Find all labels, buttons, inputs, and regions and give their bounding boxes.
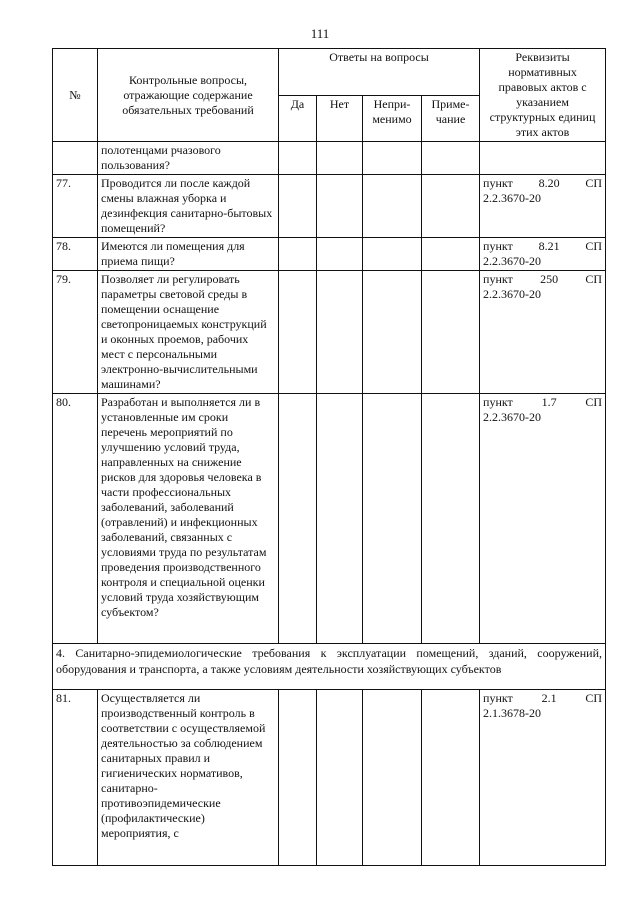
cell-question: полотенцами рчазового пользования? [98, 142, 279, 175]
cell-question: Осуществляется ли производственный контроль в соответствии с осуществляемой деятельностью за соблюдением санитарных правил и гигиенических нормативов, санитарно-противоэпидемические (профилактические) мероприятия, с [98, 690, 279, 866]
cell-requisites [480, 142, 606, 175]
req-word: пункт [483, 395, 513, 409]
req-number: 8.20 [538, 176, 560, 190]
cell-not-applicable [363, 175, 422, 238]
cell-not-applicable [363, 142, 422, 175]
section-row [53, 644, 606, 690]
cell-not-applicable [363, 690, 422, 866]
table-row [53, 271, 606, 394]
table-row [53, 690, 606, 866]
cell-requisites [480, 690, 606, 866]
cell-no [317, 690, 363, 866]
req-number: 2.1 [541, 691, 557, 705]
cell-yes [279, 690, 317, 866]
table-row [53, 142, 606, 175]
cell-number: 78. [53, 238, 98, 271]
req-word: пункт [483, 691, 513, 705]
cell-no [317, 142, 363, 175]
header-answers-group: Ответы на вопросы [279, 49, 480, 96]
req-act-type: СП [585, 691, 603, 705]
cell-note [422, 271, 480, 394]
req-act-type: СП [585, 272, 603, 286]
cell-no [317, 271, 363, 394]
header-not-applicable: Непри-менимо [363, 95, 422, 142]
req-act-number: 2.2.3670-20 [483, 287, 542, 301]
header-yes: Да [279, 95, 317, 142]
req-word: пункт [483, 239, 513, 253]
cell-requisites [480, 238, 606, 271]
checklist-table [52, 48, 606, 866]
cell-note [422, 175, 480, 238]
cell-not-applicable [363, 238, 422, 271]
cell-yes [279, 238, 317, 271]
req-act-type: СП [585, 176, 603, 190]
cell-question: Проводится ли после каждой смены влажная уборка и дезинфекция санитарно-бытовых помещений? [98, 175, 279, 238]
cell-number: 79. [53, 271, 98, 394]
table-row [53, 238, 606, 271]
header-no: Нет [317, 95, 363, 142]
req-word: пункт [483, 176, 513, 190]
cell-number [53, 142, 98, 175]
cell-question: Разработан и выполняется ли в установленные им сроки перечень мероприятий по улучшению условий труда, направленных на снижение рисков для здоровья человека в части профессиональных заболеваний, заболеваний (отравлений) и инфекционных заболеваний, связанных с условиями труда по результатам проведения производственного контроля и специальной оценки условий труда хозяйствующим субъектом? [98, 394, 279, 644]
cell-question: Имеются ли помещения для приема пищи? [98, 238, 279, 271]
cell-no [317, 394, 363, 644]
cell-number: 81. [53, 690, 98, 866]
cell-note [422, 238, 480, 271]
cell-requisites [480, 271, 606, 394]
req-act-number: 2.2.3670-20 [483, 191, 542, 205]
cell-requisites [480, 394, 606, 644]
cell-yes [279, 271, 317, 394]
req-act-number: 2.2.3670-20 [483, 410, 542, 424]
cell-question: Позволяет ли регулировать параметры световой среды в помещении оснащение светопроницаемых конструкций и оконных проемов, рабочих мест с персональными электронно-вычислительными машинами? [98, 271, 279, 394]
req-act-type: СП [585, 239, 603, 253]
req-word: пункт [483, 272, 513, 286]
cell-number: 77. [53, 175, 98, 238]
header-row-1 [53, 49, 606, 96]
cell-note [422, 142, 480, 175]
req-act-type: СП [585, 395, 603, 409]
cell-note [422, 690, 480, 866]
cell-yes [279, 142, 317, 175]
req-number: 1.7 [541, 395, 557, 409]
cell-requisites [480, 175, 606, 238]
cell-no [317, 175, 363, 238]
cell-no [317, 238, 363, 271]
page-number: 111 [310, 26, 330, 41]
table-row [53, 175, 606, 238]
cell-not-applicable [363, 271, 422, 394]
header-questions: Контрольные вопросы, отражающие содержание обязательных требований [98, 49, 279, 142]
req-number: 250 [540, 272, 559, 286]
req-act-number: 2.1.3678-20 [483, 706, 542, 720]
header-number: № [53, 49, 98, 142]
section-title: 4. Санитарно-эпидемиологические требования к эксплуатации помещений, зданий, сооружений, оборудования и транспорта, а также условиям деятельности хозяйствующих субъектов [53, 644, 606, 690]
table-row [53, 394, 606, 644]
cell-yes [279, 175, 317, 238]
req-act-number: 2.2.3670-20 [483, 254, 542, 268]
cell-yes [279, 394, 317, 644]
cell-number: 80. [53, 394, 98, 644]
req-number: 8.21 [538, 239, 560, 253]
header-requisites: Реквизиты нормативных правовых актов с указанием структурных единиц этих актов [480, 49, 606, 142]
cell-note [422, 394, 480, 644]
header-note: Приме-чание [422, 95, 480, 142]
cell-not-applicable [363, 394, 422, 644]
